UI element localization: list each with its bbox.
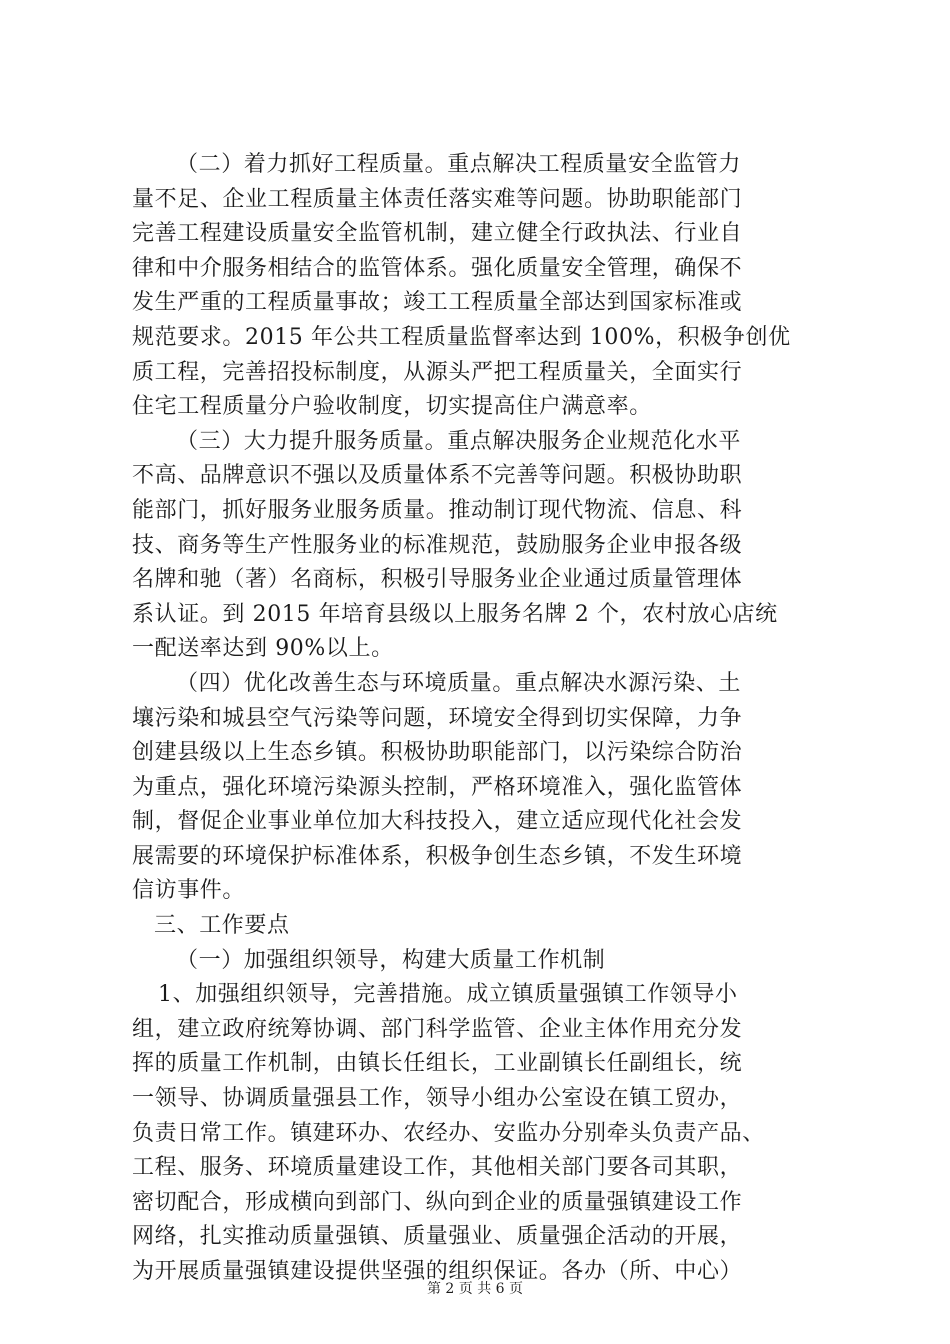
section-heading: 三、工作要点: [154, 913, 290, 939]
paragraph-line: 技、商务等生产性服务业的标准规范，鼓励服务企业申报各级: [132, 532, 743, 558]
page-number: 第 2 页 共 6 页: [426, 1281, 524, 1297]
paragraph-line: 规范要求。2015 年公共工程质量监督率达到 100%，积极争创优: [132, 324, 791, 350]
paragraph-line: 创建县级以上生态乡镇。积极协助职能部门，以污染综合防治: [132, 740, 743, 766]
paragraph-line: 展需要的环境保护标准体系，积极争创生态乡镇，不发生环境: [132, 843, 743, 869]
paragraph-line: （三）大力提升服务质量。重点解决服务企业规范化水平: [176, 428, 742, 454]
paragraph-line: 壤污染和城县空气污染等问题，环境安全得到切实保障，力争: [132, 705, 743, 731]
document-body: [132, 148, 832, 1290]
paragraph-line: （二）着力抓好工程质量。重点解决工程质量安全监管力: [176, 152, 742, 177]
subsection-heading: （一）加强组织领导，构建大质量工作机制: [176, 947, 606, 973]
paragraph-line: 完善工程建设质量安全监管机制，建立健全行政执法、行业自: [132, 221, 743, 247]
paragraph-line: 为开展质量强镇建设提供坚强的组织保证。各办（所、中心）: [132, 1259, 743, 1284]
paragraph-line: 为重点，强化环境污染源头控制，严格环境准入，强化监管体: [132, 774, 743, 800]
paragraph-line: 负责日常工作。镇建环办、农经办、安监办分别牵头负责产品、: [132, 1120, 765, 1146]
paragraph-line: 密切配合，形成横向到部门、纵向到企业的质量强镇建设工作: [132, 1189, 743, 1215]
paragraph-line: 制，督促企业事业单位加大科技投入，建立适应现代化社会发: [132, 809, 743, 835]
paragraph-line: 质工程，完善招投标制度，从源头严把工程质量关，全面实行: [132, 359, 743, 385]
paragraph-line: 一领导、协调质量强县工作，领导小组办公室设在镇工贸办，: [132, 1086, 743, 1112]
paragraph-line: 1、加强组织领导，完善措施。成立镇质量强镇工作领导小: [158, 982, 738, 1008]
paragraph-line: 不高、品牌意识不强以及质量体系不完善等问题。积极协助职: [132, 463, 743, 489]
paragraph-line: 工程、服务、环境质量建设工作，其他相关部门要各司其职，: [132, 1155, 743, 1181]
paragraph-line: （四）优化改善生态与环境质量。重点解决水源污染、土: [176, 670, 742, 696]
paragraph-line: 挥的质量工作机制，由镇长任组长，工业副镇长任副组长，统: [132, 1051, 743, 1077]
paragraph-line: 能部门，抓好服务业服务质量。推动制订现代物流、信息、科: [132, 497, 743, 523]
paragraph-line: 一配送率达到 90%以上。: [132, 636, 394, 662]
paragraph-line: 住宅工程质量分户验收制度，切实提高住户满意率。: [132, 394, 652, 420]
paragraph-line: 信访事件。: [132, 878, 246, 904]
paragraph-line: 发生严重的工程质量事故；竣工工程质量全部达到国家标准或: [132, 290, 743, 316]
paragraph-line: 系认证。到 2015 年培育县级以上服务名牌 2 个，农村放心店统: [132, 601, 778, 627]
paragraph-line: 律和中介服务相结合的监管体系。强化质量安全管理，确保不: [132, 255, 743, 281]
paragraph-line: 名牌和驰（著）名商标，积极引导服务业企业通过质量管理体: [132, 567, 743, 593]
paragraph-line: 组，建立政府统筹协调、部门科学监管、企业主体作用充分发: [132, 1016, 743, 1042]
paragraph-line: 量不足、企业工程质量主体责任落实难等问题。协助职能部门: [132, 186, 743, 212]
paragraph-line: 网络，扎实推动质量强镇、质量强业、质量强企活动的开展，: [132, 1224, 743, 1250]
